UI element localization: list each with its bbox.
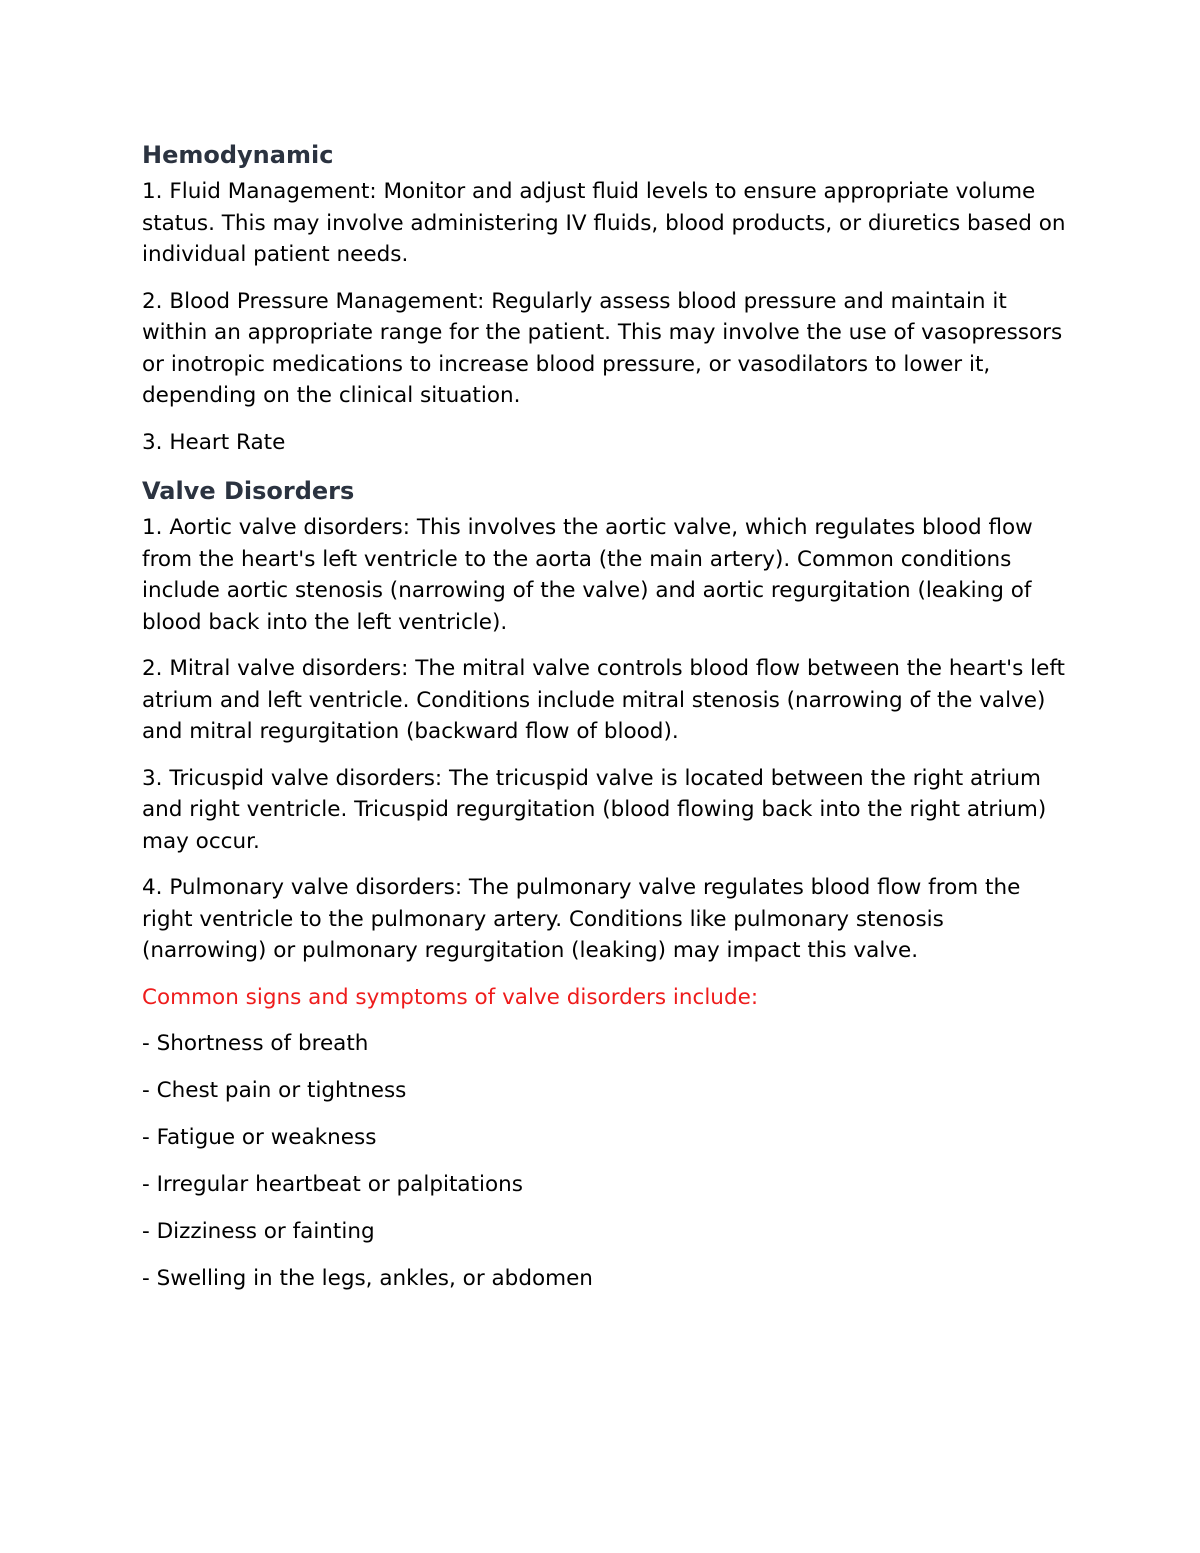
valve-item-pulmonary: 4. Pulmonary valve disorders: The pulmonary valve regulates blood flow from the right ventricle to the pulmonary artery. Conditions like pulmonary stenosis (narrowing) or pulmonary regurgitation (leaking) may impact this valve.	[142, 875, 1021, 963]
document-page	[142, 138, 1072, 1310]
hemodynamic-item-heart-rate: 3. Heart Rate	[142, 429, 286, 455]
symptom-item: - Chest pain or tightness	[142, 1078, 407, 1103]
symptom-item: - Irregular heartbeat or palpitations	[142, 1172, 523, 1197]
symptom-item: - Shortness of breath	[142, 1031, 369, 1056]
symptoms-intro: Common signs and symptoms of valve disorders include:	[142, 984, 759, 1010]
symptom-item: - Swelling in the legs, ankles, or abdomen	[142, 1266, 593, 1291]
section-heading-hemodynamic: Hemodynamic	[142, 141, 334, 169]
symptoms-list	[142, 1028, 1072, 1295]
hemodynamic-item-blood-pressure: 2. Blood Pressure Management: Regularly assess blood pressure and maintain it within an appropriate range for the patient. This may involve the use of vasopressors or inotropic medications to increase blood pressure, or vasodilators to lower it, depending on the clinical situation.	[142, 288, 1063, 408]
valve-item-mitral: 2. Mitral valve disorders: The mitral valve controls blood flow between the heart's left atrium and left ventricle. Conditions include mitral stenosis (narrowing of the valve) and mitral regurgitation (backward flow of blood).	[142, 656, 1065, 744]
symptom-item: - Dizziness or fainting	[142, 1219, 375, 1244]
symptom-item: - Fatigue or weakness	[142, 1125, 377, 1150]
section-heading-valve-disorders: Valve Disorders	[142, 477, 355, 505]
hemodynamic-item-fluid-management: 1. Fluid Management: Monitor and adjust fluid levels to ensure appropriate volume status. This may involve administering IV fluids, blood products, or diuretics based on individual patient needs.	[142, 179, 1066, 267]
valve-item-tricuspid: 3. Tricuspid valve disorders: The tricuspid valve is located between the right atrium and right ventricle. Tricuspid regurgitation (blood flowing back into the right atrium) may occur.	[142, 765, 1047, 854]
valve-item-aortic: 1. Aortic valve disorders: This involves the aortic valve, which regulates blood flow from the heart's left ventricle to the aorta (the main artery). Common conditions include aortic stenosis (narrowing of the valve) and aortic regurgitation (leaking of blood back into the left ventricle).	[142, 515, 1033, 635]
